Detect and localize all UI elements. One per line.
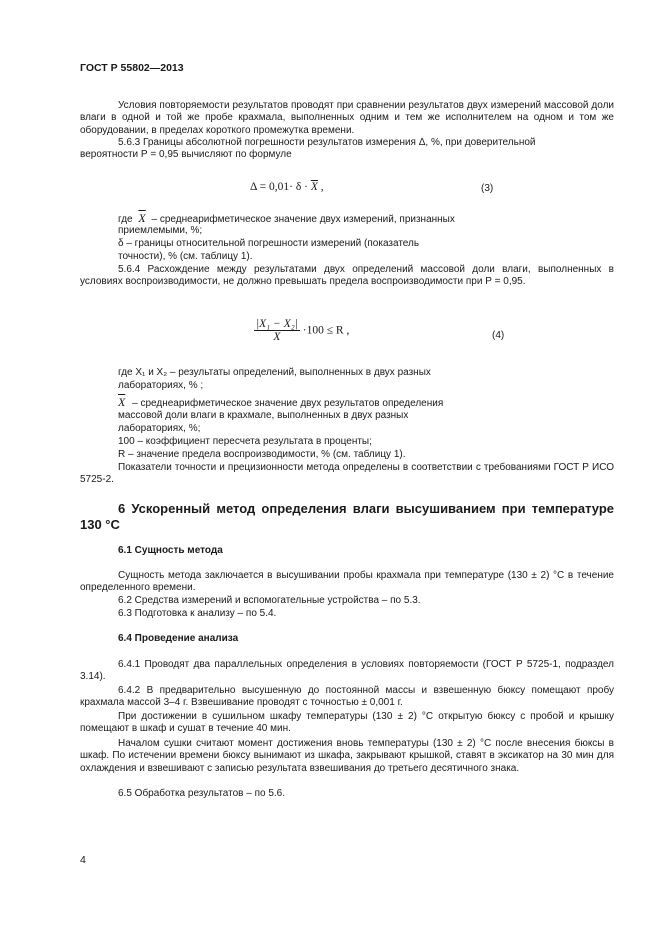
formula-4-denominator: X — [273, 331, 281, 344]
formula-3-number: (3) — [481, 183, 494, 194]
paragraph-5-6-3-line1: 5.6.3 Границы абсолютной погрешности результатов измерения Δ, %, при доверительной — [118, 137, 536, 148]
where-4-line2: лабораториях, % ; — [118, 380, 204, 391]
where-4-line5: лабораториях, %; — [118, 423, 201, 434]
where-4-line7: R – значение предела воспроизводимости, % (см. таблицу 1). — [118, 449, 406, 460]
where-3-line3: δ – границы относительной погрешности измерений (показатель — [118, 238, 420, 249]
formula-3-left: Δ = 0,01· δ · — [250, 181, 308, 193]
where-4-line4: массовой доли влаги в крахмале, выполненных в двух разных — [118, 410, 409, 421]
formula-3 — [250, 181, 324, 193]
section-6-1-heading: 6.1 Сущность метода — [118, 545, 223, 556]
section-6-heading: 6 Ускоренный метод определения влаги высушиванием при температуре 130 °С — [80, 501, 614, 532]
where-3-line2: приемлемыми, %; — [118, 225, 203, 236]
formula-4-number: (4) — [492, 330, 505, 341]
formula-4 — [254, 318, 349, 344]
paragraph-6-4-3: При достижении в сушильном шкафу температуры (130 ± 2) °С открытую бюксу с пробой и крышку помещают в шкаф и сушат в течение 40 мин. — [80, 711, 614, 735]
where-4-mean-x: $\overline{X}$ — [118, 395, 126, 409]
paragraph-6-1: Сущность метода заключается в высушивании пробы крахмала при температуре (130 ± 2) °С в течение определенного времени. — [80, 570, 614, 594]
paragraph-6-4-2: 6.4.2 В предварительно высушенную до постоянной массы и взвешенную бюксу помещают пробу крахмала массой 3–4 г. Взвешивание проводят с точностью ± 0,001 г. — [80, 685, 614, 709]
formula-4-numerator: |X₁ − X₂| — [256, 318, 298, 330]
where-3-line4: точности), % (см. таблицу 1). — [118, 251, 253, 262]
where-4-line3 — [118, 396, 443, 410]
where-4-line6: 100 – коэффициент пересчета результата в проценты; — [118, 436, 372, 447]
formula-3-mean-x: $\overline{X}$ — [310, 181, 318, 193]
paragraph-5-6-4: 5.6.4 Расхождение между результатами двух определений массовой доли влаги, выполненных в условиях воспроизводимости, не должно превышать предела воспроизводимости при Р = 0,95. — [80, 264, 614, 288]
paragraph-accuracy: Показатели точности и прецизионности метода определены в соответствии с требованиями ГОСТ Р ИСО 5725-2. — [80, 462, 614, 486]
paragraph-6-4-1: 6.4.1 Проводят два параллельных определения в условиях повторяемости (ГОСТ Р 5725-1, подраздел 3.14). — [80, 659, 614, 683]
where-4-text: – среднеарифметическое значение двух результатов определения — [132, 398, 444, 409]
paragraph-6-4-4: Началом сушки считают момент достижения вновь температуры (130 ± 2) °С после внесения бюксы в шкаф. По истечении времени бюксу вынимают из шкафа, закрывают крышкой, ставят в эксикатор на 30 мин для охлаждения и взвешивают с записью результата взвешивания до третьего десятичного знака. — [80, 738, 614, 774]
where-3-mean-x: $\overline{X}$ — [138, 211, 146, 225]
paragraph-repeatability: Условия повторяемости результатов проводят при сравнении результатов двух измерений массовой доли влаги в одной и той же пробе крахмала, выполненных одним и тем же исполнителем на одном и том же оборудовании, в пределах короткого промежутка времени. — [80, 100, 614, 136]
paragraph-5-6-3-line2: вероятности Р = 0,95 вычисляют по формуле — [80, 149, 292, 160]
page-number: 4 — [80, 854, 86, 866]
formula-3-tail: , — [320, 181, 324, 193]
document-header: ГОСТ Р 55802—2013 — [80, 62, 184, 74]
where-3-prefix: где — [118, 214, 133, 225]
where-4-line1: где X₁ и X₂ – результаты определений, выполненных в двух разных — [118, 367, 431, 378]
where-3-text: – среднеарифметическое значение двух измерений, признанных — [151, 214, 455, 225]
paragraph-6-3: 6.3 Подготовка к анализу – по 5.4. — [118, 608, 277, 619]
section-6-4-heading: 6.4 Проведение анализа — [118, 633, 239, 644]
formula-4-tail: ·100 ≤ R , — [302, 324, 350, 337]
paragraph-6-2: 6.2 Средства измерений и вспомогательные устройства – по 5.3. — [118, 595, 421, 606]
paragraph-6-5: 6.5 Обработка результатов – по 5.6. — [118, 788, 286, 799]
